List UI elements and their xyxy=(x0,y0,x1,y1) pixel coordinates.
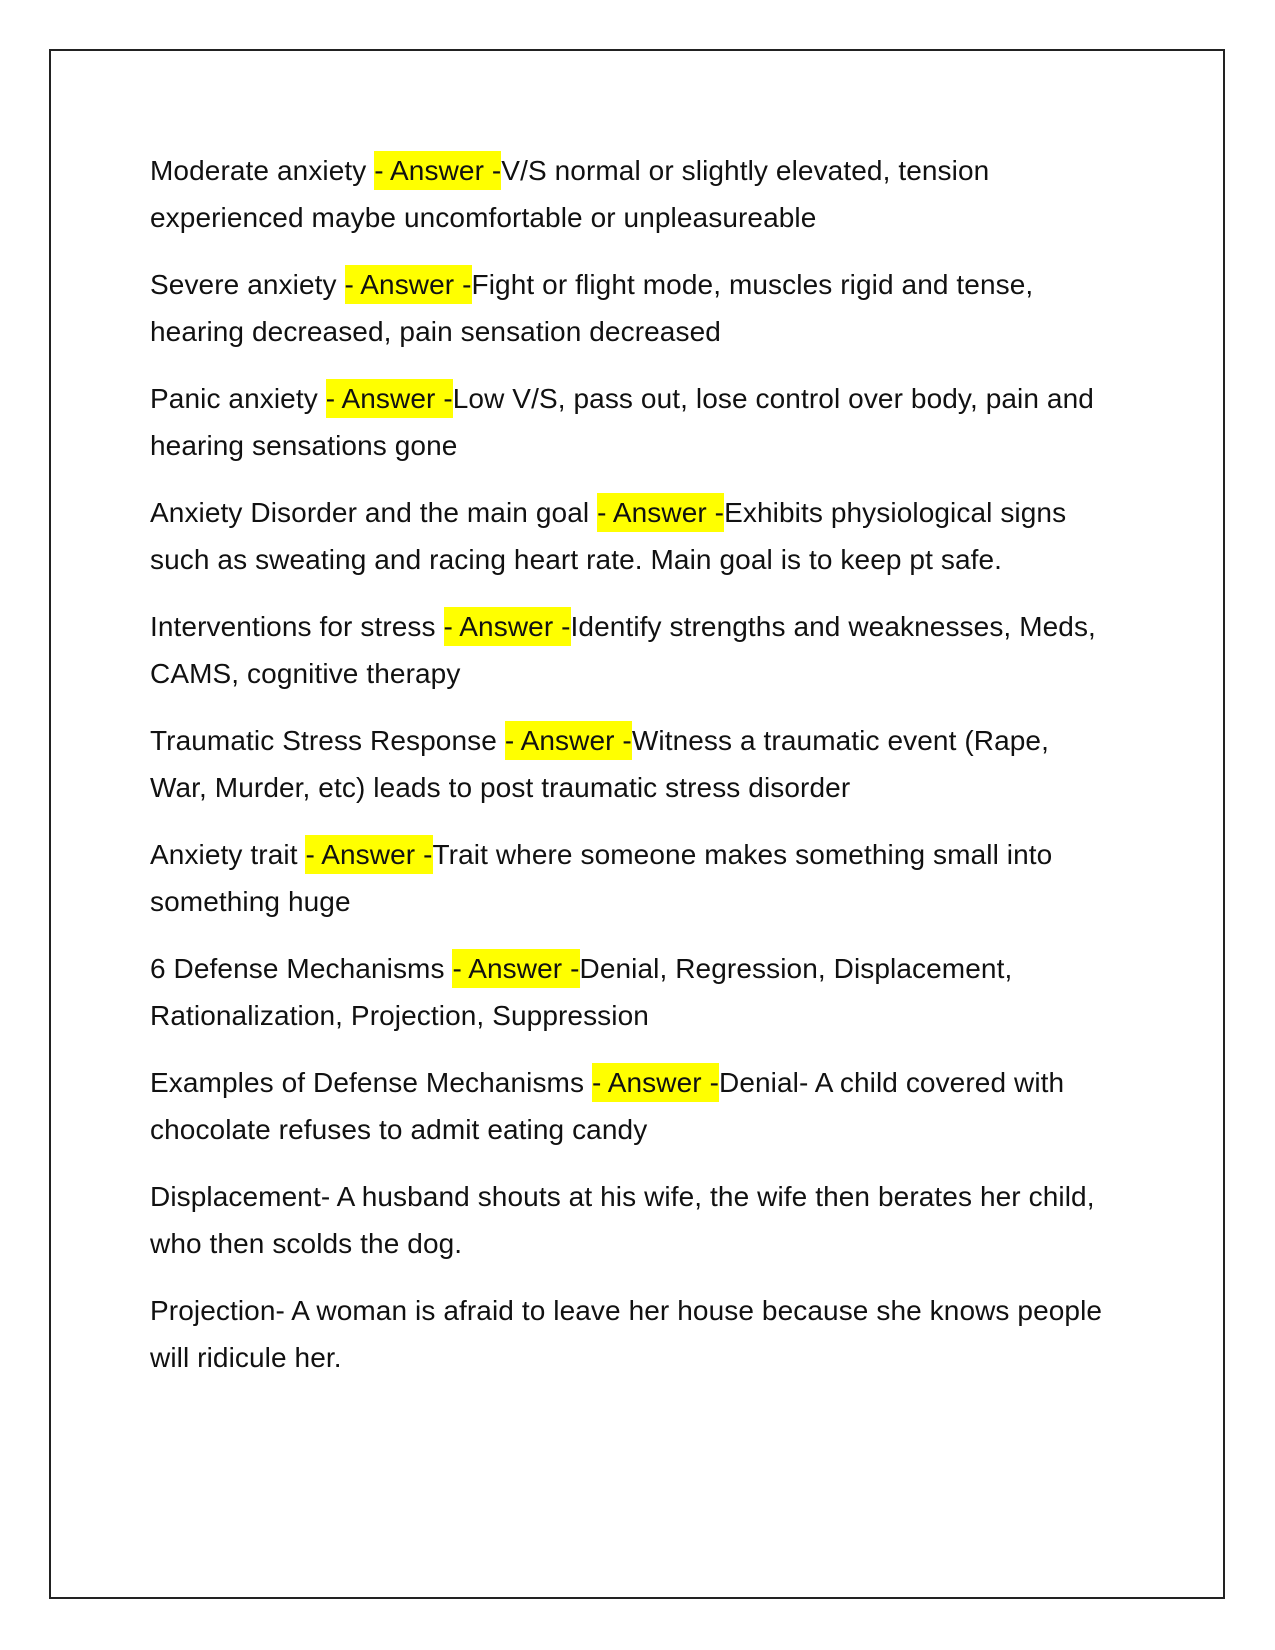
example-paragraph: Projection- A woman is afraid to leave her house because she knows people will ridicule her. xyxy=(150,1295,1103,1373)
entry-answer: V/S normal or slightly elevated, tension experienced maybe uncomfortable or unpleasureable xyxy=(150,155,990,233)
document-body xyxy=(150,148,1110,1402)
entry-term: Anxiety trait xyxy=(150,839,306,870)
answer-marker: - Answer - xyxy=(592,1063,719,1102)
qa-entry xyxy=(150,376,1110,469)
qa-entry xyxy=(150,490,1110,583)
entry-term: Examples of Defense Mechanisms xyxy=(150,1067,592,1098)
entry-term: Interventions for stress xyxy=(150,611,444,642)
qa-entry xyxy=(150,832,1110,925)
example-paragraph: Displacement- A husband shouts at his wife, the wife then berates her child, who then scolds the dog. xyxy=(150,1181,1095,1259)
answer-marker: - Answer - xyxy=(305,835,432,874)
answer-marker: - Answer - xyxy=(597,493,724,532)
qa-entry xyxy=(150,148,1110,241)
qa-entry xyxy=(150,946,1110,1039)
entry-term: Panic anxiety xyxy=(150,383,326,414)
answer-marker: - Answer - xyxy=(444,607,571,646)
entry-answer: Exhibits physiological signs such as sweating and racing heart rate. Main goal is to keep pt safe. xyxy=(150,497,1067,575)
qa-entry xyxy=(150,262,1110,355)
entry-term: Traumatic Stress Response xyxy=(150,725,505,756)
qa-entry xyxy=(150,718,1110,811)
entry-answer: Fight or flight mode, muscles rigid and tense, hearing decreased, pain sensation decreased xyxy=(150,269,1034,347)
qa-entry xyxy=(150,1060,1110,1153)
entry-answer: Witness a traumatic event (Rape, War, Murder, etc) leads to post traumatic stress disorder xyxy=(150,725,1049,803)
entry-term: Moderate anxiety xyxy=(150,155,375,186)
entry-answer: Low V/S, pass out, lose control over body, pain and hearing sensations gone xyxy=(150,383,1094,461)
answer-marker: - Answer - xyxy=(505,721,632,760)
entry-answer: Identify strengths and weaknesses, Meds, CAMS, cognitive therapy xyxy=(150,611,1096,689)
answer-marker: - Answer - xyxy=(326,379,453,418)
entry-term: Anxiety Disorder and the main goal xyxy=(150,497,598,528)
qa-entry xyxy=(150,604,1110,697)
entry-term: 6 Defense Mechanisms xyxy=(150,953,453,984)
entry-term: Severe anxiety xyxy=(150,269,345,300)
entry-answer: Denial- A child covered with chocolate refuses to admit eating candy xyxy=(150,1067,1065,1145)
entry-answer: Denial, Regression, Displacement, Rationalization, Projection, Suppression xyxy=(150,953,1013,1031)
answer-marker: - Answer - xyxy=(345,265,472,304)
answer-marker: - Answer - xyxy=(452,949,579,988)
answer-marker: - Answer - xyxy=(374,151,501,190)
entry-answer: Trait where someone makes something small into something huge xyxy=(150,839,1053,917)
